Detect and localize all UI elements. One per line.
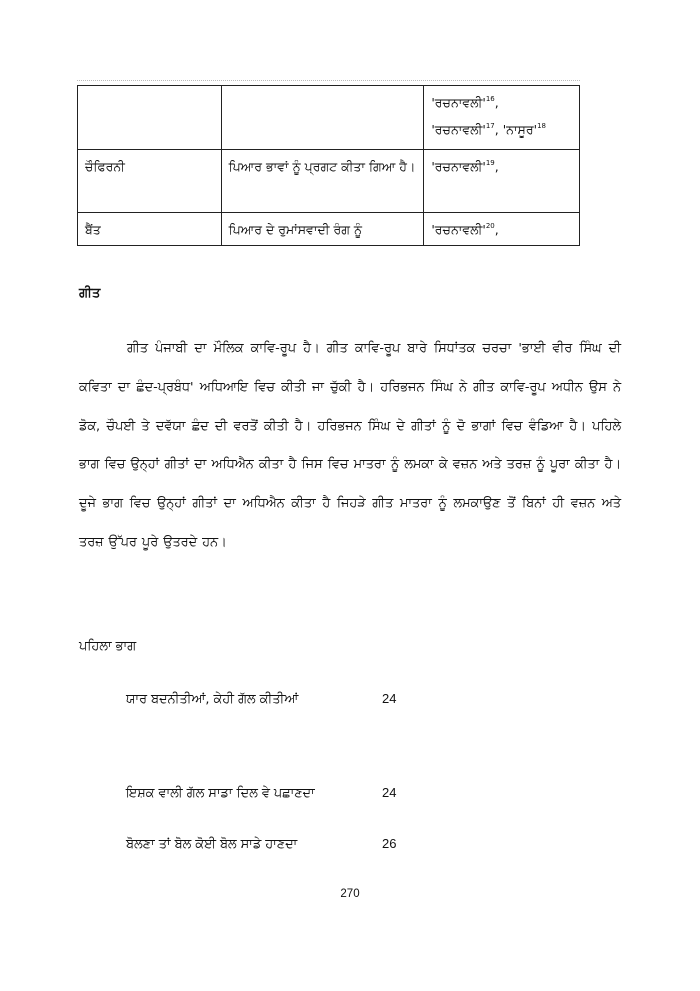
footnote-marker[interactable]: 20 <box>485 222 495 230</box>
reference-text: , 'ਨਾਸੂਰ' <box>494 122 538 137</box>
footnote-marker[interactable]: 16 <box>485 95 495 103</box>
reference-line <box>431 89 572 116</box>
song-page-number: 24 <box>382 691 397 706</box>
form-cell <box>78 86 222 150</box>
reference-trail: , <box>494 95 499 110</box>
song-page-number: 24 <box>382 785 397 800</box>
footnote-marker[interactable]: 19 <box>485 159 495 167</box>
references-cell <box>424 150 580 213</box>
reference-trail: , <box>494 159 499 174</box>
reference-line <box>431 153 572 180</box>
reference-text: 'ਰਚਨਾਵਲੀ' <box>431 159 486 174</box>
reference-text: 'ਰਚਨਾਵਲੀ' <box>431 122 486 137</box>
reference-line <box>431 116 572 143</box>
reference-line <box>431 216 572 243</box>
verse-forms-table <box>77 85 580 246</box>
song-entry <box>126 785 396 801</box>
references-cell <box>424 86 580 150</box>
form-cell: ਚੌਫਿਰਨੀ <box>78 150 222 213</box>
description-cell: ਪਿਆਰ ਭਾਵਾਂ ਨੂੰ ਪ੍ਰਗਟ ਕੀਤਾ ਗਿਆ ਹੈ। <box>221 150 424 213</box>
table-row <box>78 86 580 150</box>
form-cell: ਬੈਂਤ <box>78 213 222 246</box>
references-cell <box>424 213 580 246</box>
song-page-number: 26 <box>382 836 397 851</box>
page-number: 270 <box>340 888 360 900</box>
reference-text: 'ਰਚਨਾਵਲੀ' <box>431 222 486 237</box>
section-heading: ਗੀਤ <box>79 286 101 301</box>
description-cell <box>221 86 424 150</box>
reference-trail: , <box>494 222 499 237</box>
body-paragraph: ਗੀਤ ਪੰਜਾਬੀ ਦਾ ਮੌਲਿਕ ਕਾਵਿ-ਰੂਪ ਹੈ। ਗੀਤ ਕਾਵਿ-ਰੂਪ ਬਾਰੇ ਸਿਧਾਂਤਕ ਚਰਚਾ 'ਭਾਈ ਵੀਰ ਸਿੰਘ ਦੀ ਕਵਿਤਾ ਦਾ ਛੰਦ-ਪ੍ਰਬੰਧ' ਅਧਿਆਇ ਵਿਚ ਕੀਤੀ ਜਾ ਚੁੱਕੀ ਹੈ। ਹਰਿਭਜਨ ਸਿੰਘ ਨੇ ਗੀਤ ਕਾਵਿ-ਰੂਪ ਅਧੀਨ ਉਸ ਨੇ ਡੋਕ, ਚੌਪਈ ਤੇ ਦਵੱਯਾ ਛੰਦ ਦੀ ਵਰਤੋਂ ਕੀਤੀ ਹੈ। ਹਰਿਭਜਨ ਸਿੰਘ ਦੇ ਗੀਤਾਂ ਨੂੰ ਦੋ ਭਾਗਾਂ ਵਿਚ ਵੰਡਿਆ ਹੈ। ਪਹਿਲੇ ਭਾਗ ਵਿਚ ਉਨ੍ਹਾਂ ਗੀਤਾਂ ਦਾ ਅਧਿਐਨ ਕੀਤਾ ਹੈ ਜਿਸ ਵਿਚ ਮਾਤਰਾ ਨੂੰ ਲਮਕਾ ਕੇ ਵਜ਼ਨ ਅਤੇ ਤਰਜ਼ ਨੂੰ ਪੂਰਾ ਕੀਤਾ ਹੈ। ਦੂਜੇ ਭਾਗ ਵਿਚ ਉਨ੍ਹਾਂ ਗੀਤਾਂ ਦਾ ਅਧਿਐਨ ਕੀਤਾ ਹੈ ਜਿਹੜੇ ਗੀਤ ਮਾਤਰਾ ਨੂੰ ਲਮਕਾਉਣ ਤੋਂ ਬਿਨਾਂ ਹੀ ਵਜ਼ਨ ਅਤੇ ਤਰਜ਼ ਉੱਪਰ ਪੂਰੇ ਉਤਰਦੇ ਹਨ। <box>79 341 621 550</box>
footnote-marker[interactable]: 17 <box>485 122 495 130</box>
table-row <box>78 213 580 246</box>
page-cut-divider <box>77 80 580 81</box>
table-row <box>78 150 580 213</box>
song-entry <box>126 691 396 707</box>
song-title: ਯਾਰ ਬਦਨੀਤੀਆਂ, ਕੇਹੀ ਗੱਲ ਕੀਤੀਆਂ <box>126 692 299 707</box>
footnote-marker[interactable]: 18 <box>537 122 546 130</box>
song-entry <box>126 836 396 852</box>
description-cell: ਪਿਆਰ ਦੇ ਰੁਮਾਂਸਵਾਦੀ ਰੰਗ ਨੂੰ <box>221 213 424 246</box>
subsection-label: ਪਹਿਲਾ ਭਾਗ <box>79 639 137 654</box>
song-title: ਇਸ਼ਕ ਵਾਲੀ ਗੱਲ ਸਾਡਾ ਦਿਲ ਵੇ ਪਛਾਣਦਾ <box>126 786 315 801</box>
reference-text: 'ਰਚਨਾਵਲੀ' <box>431 95 486 110</box>
song-title: ਬੋਲਣਾ ਤਾਂ ਬੋਲ ਕੋਈ ਬੋਲ ਸਾਡੇ ਹਾਣਦਾ <box>126 837 298 852</box>
